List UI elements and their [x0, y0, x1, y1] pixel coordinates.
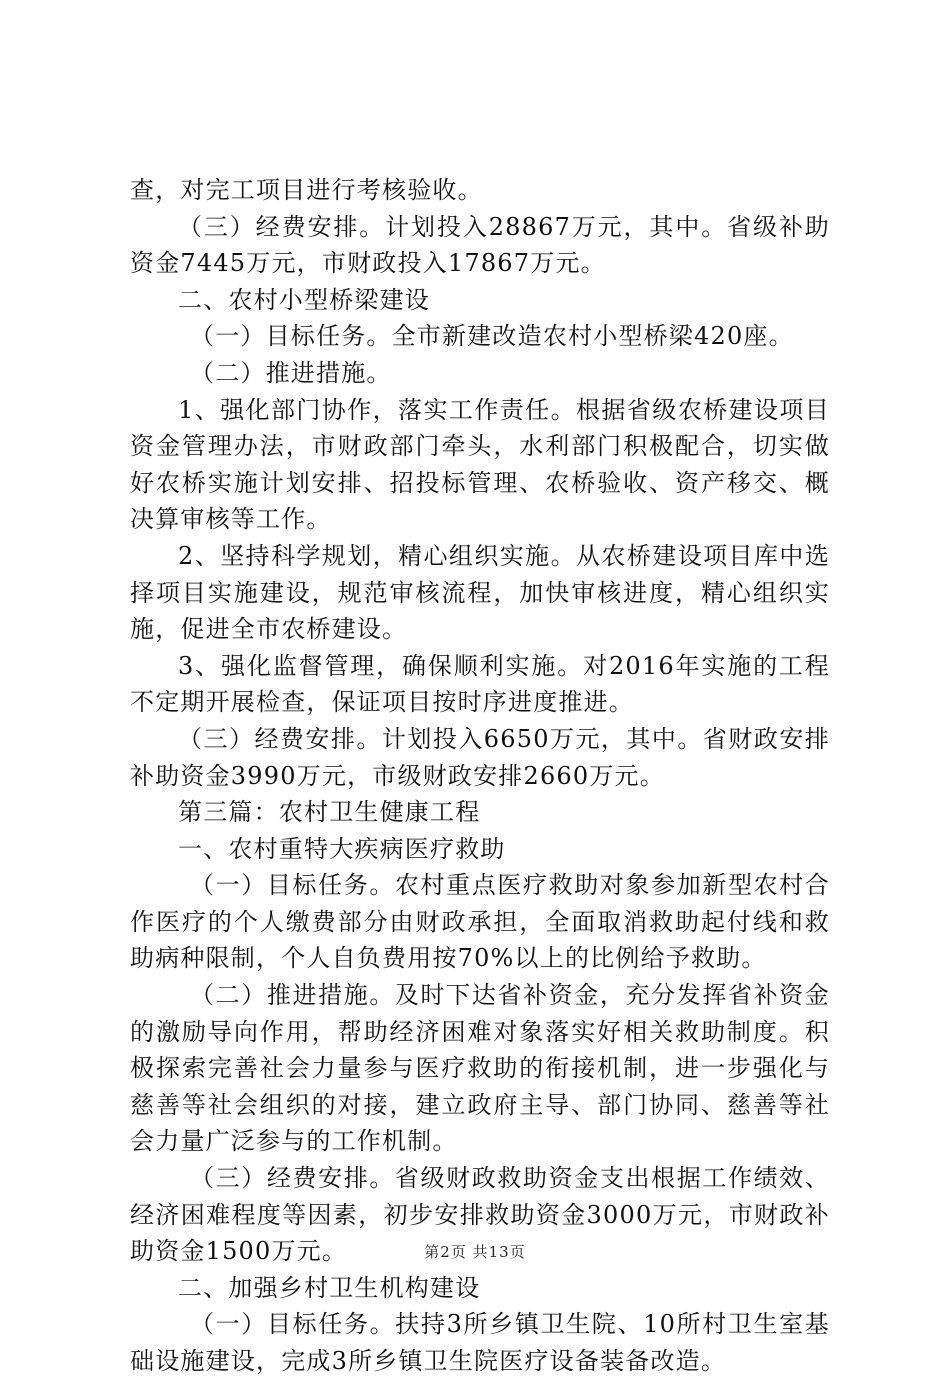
paragraph-continuation: 查，对完工项目进行考核验收。 — [130, 176, 483, 204]
paragraph-medical-target: （一）目标任务。农村重点医疗救助对象参加新型农村合作医疗的个人缴费部分由财政承担，全面取消救助起付线和救助病种限制，个人自负费用按70%以上的比例给予救助。 — [130, 871, 830, 973]
paragraph-bridge-measure-1: 1、强化部门协作，落实工作责任。根据省级农桥建设项目资金管理办法，市财政部门牵头，水利部门积极配合，切实做好农桥实施计划安排、招投标管理、农桥验收、资产移交、概决算审核等工作。 — [130, 395, 830, 534]
paragraph-bridge-funding: （三）经费安排。计划投入6650万元，其中。省财政安排补助资金3990万元，市级财政安排2660万元。 — [130, 724, 830, 790]
paragraph-medical-funding: （三）经费安排。省级财政救助资金支出根据工作绩效、经济困难程度等因素，初步安排救助资金3000万元，市财政补助资金1500万元。 — [130, 1164, 830, 1266]
document-body — [130, 172, 830, 1380]
paragraph-medical-measures: （二）推进措施。及时下达省补资金，充分发挥省补资金的激励导向作用，帮助经济困难对象落实好相关救助制度。积极探索完善社会力量参与医疗救助的衔接机制，进一步强化与慈善等社会组织的对接，建立政府主导、部门协同、慈善等社会力量广泛参与的工作机制。 — [130, 981, 830, 1156]
heading-part-three: 第三篇：农村卫生健康工程 — [178, 798, 481, 827]
paragraph-bridge-measures: （二）推进措施。 — [190, 358, 392, 387]
heading-medical-aid: 一、农村重特大疾病医疗救助 — [178, 834, 506, 863]
heading-health-institutions: 二、加强乡村卫生机构建设 — [178, 1273, 481, 1302]
paragraph-bridge-measure-3: 3、强化监督管理，确保顺利实施。对2016年实施的工程不定期开展检查，保证项目按时序进度推进。 — [130, 651, 830, 717]
paragraph-bridge-measure-2: 2、坚持科学规划，精心组织实施。从农桥建设项目库中选择项目实施建设，规范审核流程，加快审核进度，精心组织实施，促进全市农桥建设。 — [130, 541, 830, 644]
paragraph-funding-section-1: （三）经费安排。计划投入28867万元，其中。省级补助资金7445万元，市财政投入17867万元。 — [130, 212, 830, 278]
paragraph-institutions-target: （一）目标任务。扶持3所乡镇卫生院、10所村卫生室基础设施建设，完成3所乡镇卫生院医疗设备装备改造。 — [130, 1310, 830, 1375]
page-number-footer: 第2页 共13页 — [424, 1243, 526, 1261]
paragraph-bridge-target: （一）目标任务。全市新建改造农村小型桥梁420座。 — [190, 322, 794, 351]
heading-rural-bridges: 二、农村小型桥梁建设 — [178, 285, 430, 314]
